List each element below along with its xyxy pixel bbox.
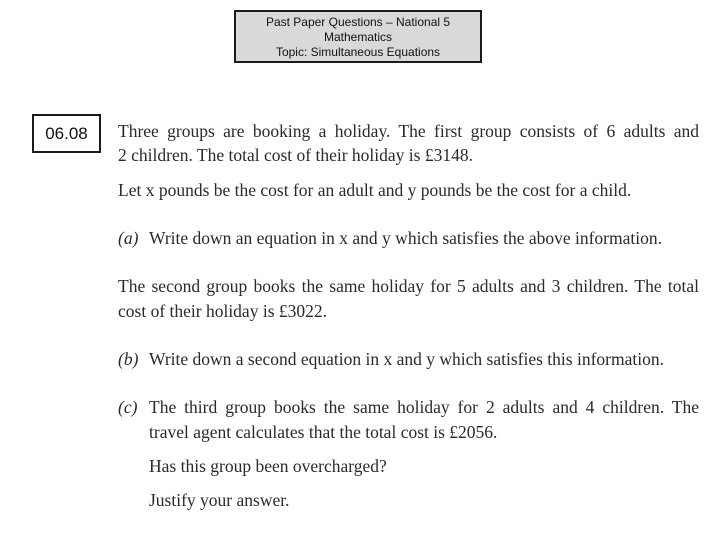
intro-line-2: 2 children. The total cost of their holiday is £3148. <box>118 145 473 165</box>
part-c-line-3: Has this group been overcharged? <box>149 456 387 476</box>
second-group-line-1: The second group books the same holiday for 5 adults and 3 children. The total <box>118 276 699 296</box>
header-title: Past Paper Questions – National 5 <box>265 15 451 29</box>
part-c-label: (c) <box>118 397 138 417</box>
question-number: 06.08 <box>45 123 88 143</box>
header-subject: Mathematics <box>323 30 393 44</box>
part-c-line-4: Justify your answer. <box>149 490 290 510</box>
header-topic: Topic: Simultaneous Equations <box>275 45 441 59</box>
part-b-text: Write down a second equation in x and y which satisfies this information. <box>149 349 664 369</box>
part-a-label: (a) <box>118 228 139 248</box>
second-group-line-2: cost of their holiday is £3022. <box>118 301 328 321</box>
part-c-line-2: travel agent calculates that the total cost is £2056. <box>149 422 498 442</box>
intro-line-3: Let x pounds be the cost for an adult and y pounds be the cost for a child. <box>118 180 632 200</box>
part-c-line-1: The third group books the same holiday for 2 adults and 4 children. The <box>149 397 699 417</box>
intro-line-1: Three groups are booking a holiday. The first group consists of 6 adults and <box>118 121 699 141</box>
part-b-label: (b) <box>118 349 139 369</box>
question-number-box <box>32 114 101 153</box>
worksheet-header <box>234 10 482 63</box>
part-a-text: Write down an equation in x and y which satisfies the above information. <box>149 228 662 248</box>
